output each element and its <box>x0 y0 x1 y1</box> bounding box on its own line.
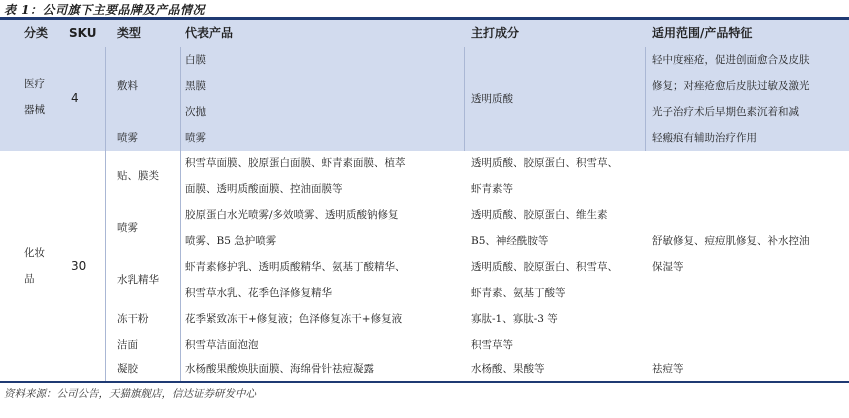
medical-type-spray: 喷雾 <box>117 132 138 144</box>
cosmetics-type-powder: 冻干粉 <box>117 313 149 325</box>
header-sku: SKU <box>69 26 97 40</box>
header-features: 适用范围/产品特征 <box>652 26 753 40</box>
cosmetics-essence-ingredient-line1: 透明质酸、胶原蛋白、积雪草、 <box>471 261 618 273</box>
cosmetics-feature-line2: 保湿等 <box>652 261 684 273</box>
cosmetics-type-cleanser: 洁面 <box>117 339 138 351</box>
cosmetics-masks-product-line2: 面膜、透明质酸面膜、控油面膜等 <box>185 183 343 195</box>
medical-feature-line1: 轻中度痤疮，促进创面愈合及皮肤 <box>652 54 810 66</box>
header-products: 代表产品 <box>185 26 234 40</box>
cosmetics-type-spray: 喷雾 <box>117 222 138 234</box>
cosmetics-feature-line1: 舒敏修复、痘痘肌修复、补水控油 <box>652 235 810 247</box>
cosmetics-type-essence: 水乳精华 <box>117 274 159 286</box>
cosmetics-cleanser-ingredient-line1: 积雪草等 <box>471 339 513 351</box>
medical-ingredient: 透明质酸 <box>471 93 513 105</box>
table-header <box>0 20 849 48</box>
divider-type <box>105 47 106 381</box>
medical-feature-line4: 轻瘢痕有辅助治疗作用 <box>652 132 757 144</box>
cosmetics-gel-ingredient-line1: 水杨酸、果酸等 <box>471 363 545 375</box>
medical-product-3: 次抛 <box>185 106 206 118</box>
medical-category-line2: 器械 <box>24 104 45 116</box>
cosmetics-category-line1: 化妆 <box>24 247 45 259</box>
cosmetics-category-line2: 品 <box>24 273 35 285</box>
table-title: 表 1：公司旗下主要品牌及产品情况 <box>4 3 206 17</box>
cosmetics-spray-ingredient-line2: B5、神经酰胺等 <box>471 235 549 247</box>
cosmetics-essence-ingredient-line2: 虾青素、氨基丁酸等 <box>471 287 566 299</box>
cosmetics-gel-product-line1: 水杨酸果酸焕肤面膜、海绵骨针祛痘凝露 <box>185 363 374 375</box>
cosmetics-sku: 30 <box>71 259 87 273</box>
medical-feature-line3: 光子治疗术后早期色素沉着和减 <box>652 106 799 118</box>
medical-type-dressing: 敷料 <box>117 80 138 92</box>
medical-product-1: 白膜 <box>185 54 206 66</box>
cosmetics-gel-feature-line1: 祛痘等 <box>652 363 684 375</box>
header-type: 类型 <box>117 26 142 40</box>
header-category: 分类 <box>24 26 49 40</box>
cosmetics-spray-ingredient-line1: 透明质酸、胶原蛋白、维生素 <box>471 209 608 221</box>
cosmetics-masks-product-line1: 积雪草面膜、胶原蛋白面膜、虾青素面膜、植萃 <box>185 157 406 169</box>
medical-product-4: 喷雾 <box>185 132 206 144</box>
cosmetics-spray-product-line2: 喷雾、B5 急护喷雾 <box>185 235 277 247</box>
medical-sku: 4 <box>71 91 79 105</box>
cosmetics-type-gel: 凝胶 <box>117 363 138 375</box>
cosmetics-cleanser-product-line1: 积雪草洁面泡泡 <box>185 339 259 351</box>
cosmetics-type-masks: 贴、膜类 <box>117 170 159 182</box>
source-note: 资料来源：公司公告，天猫旗舰店，信达证券研发中心 <box>4 388 256 400</box>
divider-products <box>180 47 181 381</box>
cosmetics-powder-ingredient-line1: 寡肽-1、寡肽-3 等 <box>471 313 558 325</box>
medical-product-2: 黑膜 <box>185 80 206 92</box>
cosmetics-essence-product-line2: 积雪草水乳、花季色泽修复精华 <box>185 287 332 299</box>
medical-feature-line2: 修复；对痤疮愈后皮肤过敏及激光 <box>652 80 810 92</box>
cosmetics-spray-product-line1: 胶原蛋白水光喷雾/多效喷雾、透明质酸钠修复 <box>185 209 399 221</box>
medical-category-line1: 医疗 <box>24 78 45 90</box>
cosmetics-masks-ingredient-line1: 透明质酸、胶原蛋白、积雪草、 <box>471 157 618 169</box>
header-ingredients: 主打成分 <box>471 26 520 40</box>
bottom-rule <box>0 381 849 383</box>
cosmetics-masks-ingredient-line2: 虾青素等 <box>471 183 513 195</box>
divider-ingredients <box>464 47 465 151</box>
cosmetics-essence-product-line1: 虾青素修护乳、透明质酸精华、氨基丁酸精华、 <box>185 261 406 273</box>
divider-features <box>645 47 646 151</box>
cosmetics-powder-product-line1: 花季紧致冻干+修复液；色泽修复冻干+修复液 <box>185 313 403 325</box>
